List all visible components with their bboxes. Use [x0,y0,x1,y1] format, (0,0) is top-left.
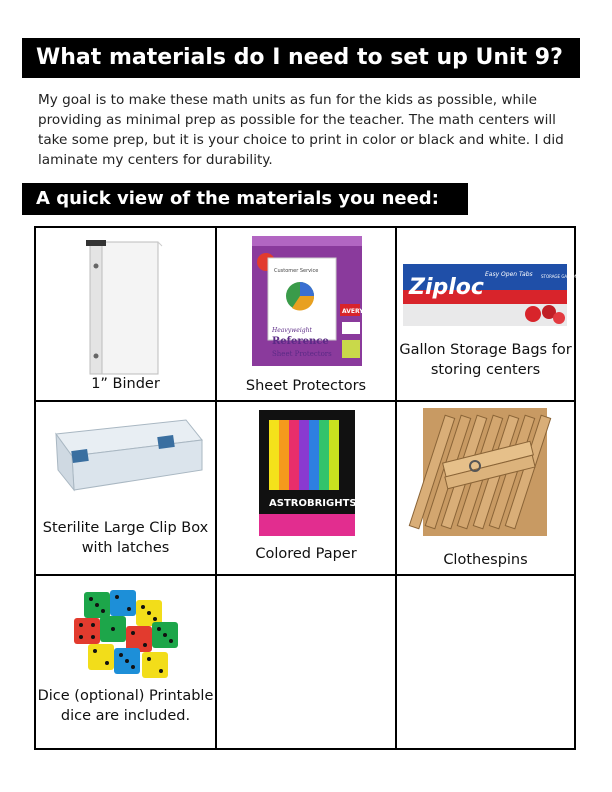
material-colored-paper [217,402,397,576]
paper-title: Customer Service [274,268,319,274]
product-line2: Reference [272,336,329,347]
empty-cell [217,576,397,748]
avery-brand: AVERY [342,308,364,315]
ziploc-box-image [403,264,578,326]
caption: Sterilite Large Clip Box with latches [42,520,209,556]
astrobrights-image [259,410,355,536]
caption: Clothespins [443,552,528,568]
product-line1: Heavyweight [272,327,312,334]
caption: Gallon Storage Bags for storing centers [399,342,572,378]
intro-paragraph: My goal is to make these math units as fun for the kids as possible, while providing as minimal prep as possible for the teacher. The math centers will take some prep, but it is your choice to print in color or black and white. I did laminate my centers for durability. [38,92,564,168]
page-title: What materials do I need to set up Unit 9? [22,38,580,78]
astrobrights-brand: ASTROBRIGHTS [269,498,357,509]
product-line3: Sheet Protectors [272,350,332,358]
ziploc-brand: Ziploc [409,275,484,300]
material-clip-box [36,402,217,576]
material-binder [36,228,217,402]
caption: Sheet Protectors [245,378,367,394]
material-storage-bags [397,228,578,402]
clip-box-image [46,410,206,500]
binder-image [84,236,164,378]
dice-image [66,586,186,682]
caption: 1” Binder [91,376,160,392]
material-sheet-protectors [217,228,397,402]
caption: Dice (optional) Printable dice are included. [37,688,214,724]
materials-table [34,226,576,750]
caption: Colored Paper [255,546,357,562]
sheet-protectors-image [252,236,362,366]
empty-cell [397,576,574,748]
section-heading: A quick view of the materials you need: [22,183,468,215]
ziploc-size: STORAGE GALLON [541,274,578,279]
ziploc-tag: Easy Open Tabs [485,271,533,278]
material-clothespins [397,402,574,576]
material-dice [36,576,217,748]
clothespins-image [423,408,547,536]
